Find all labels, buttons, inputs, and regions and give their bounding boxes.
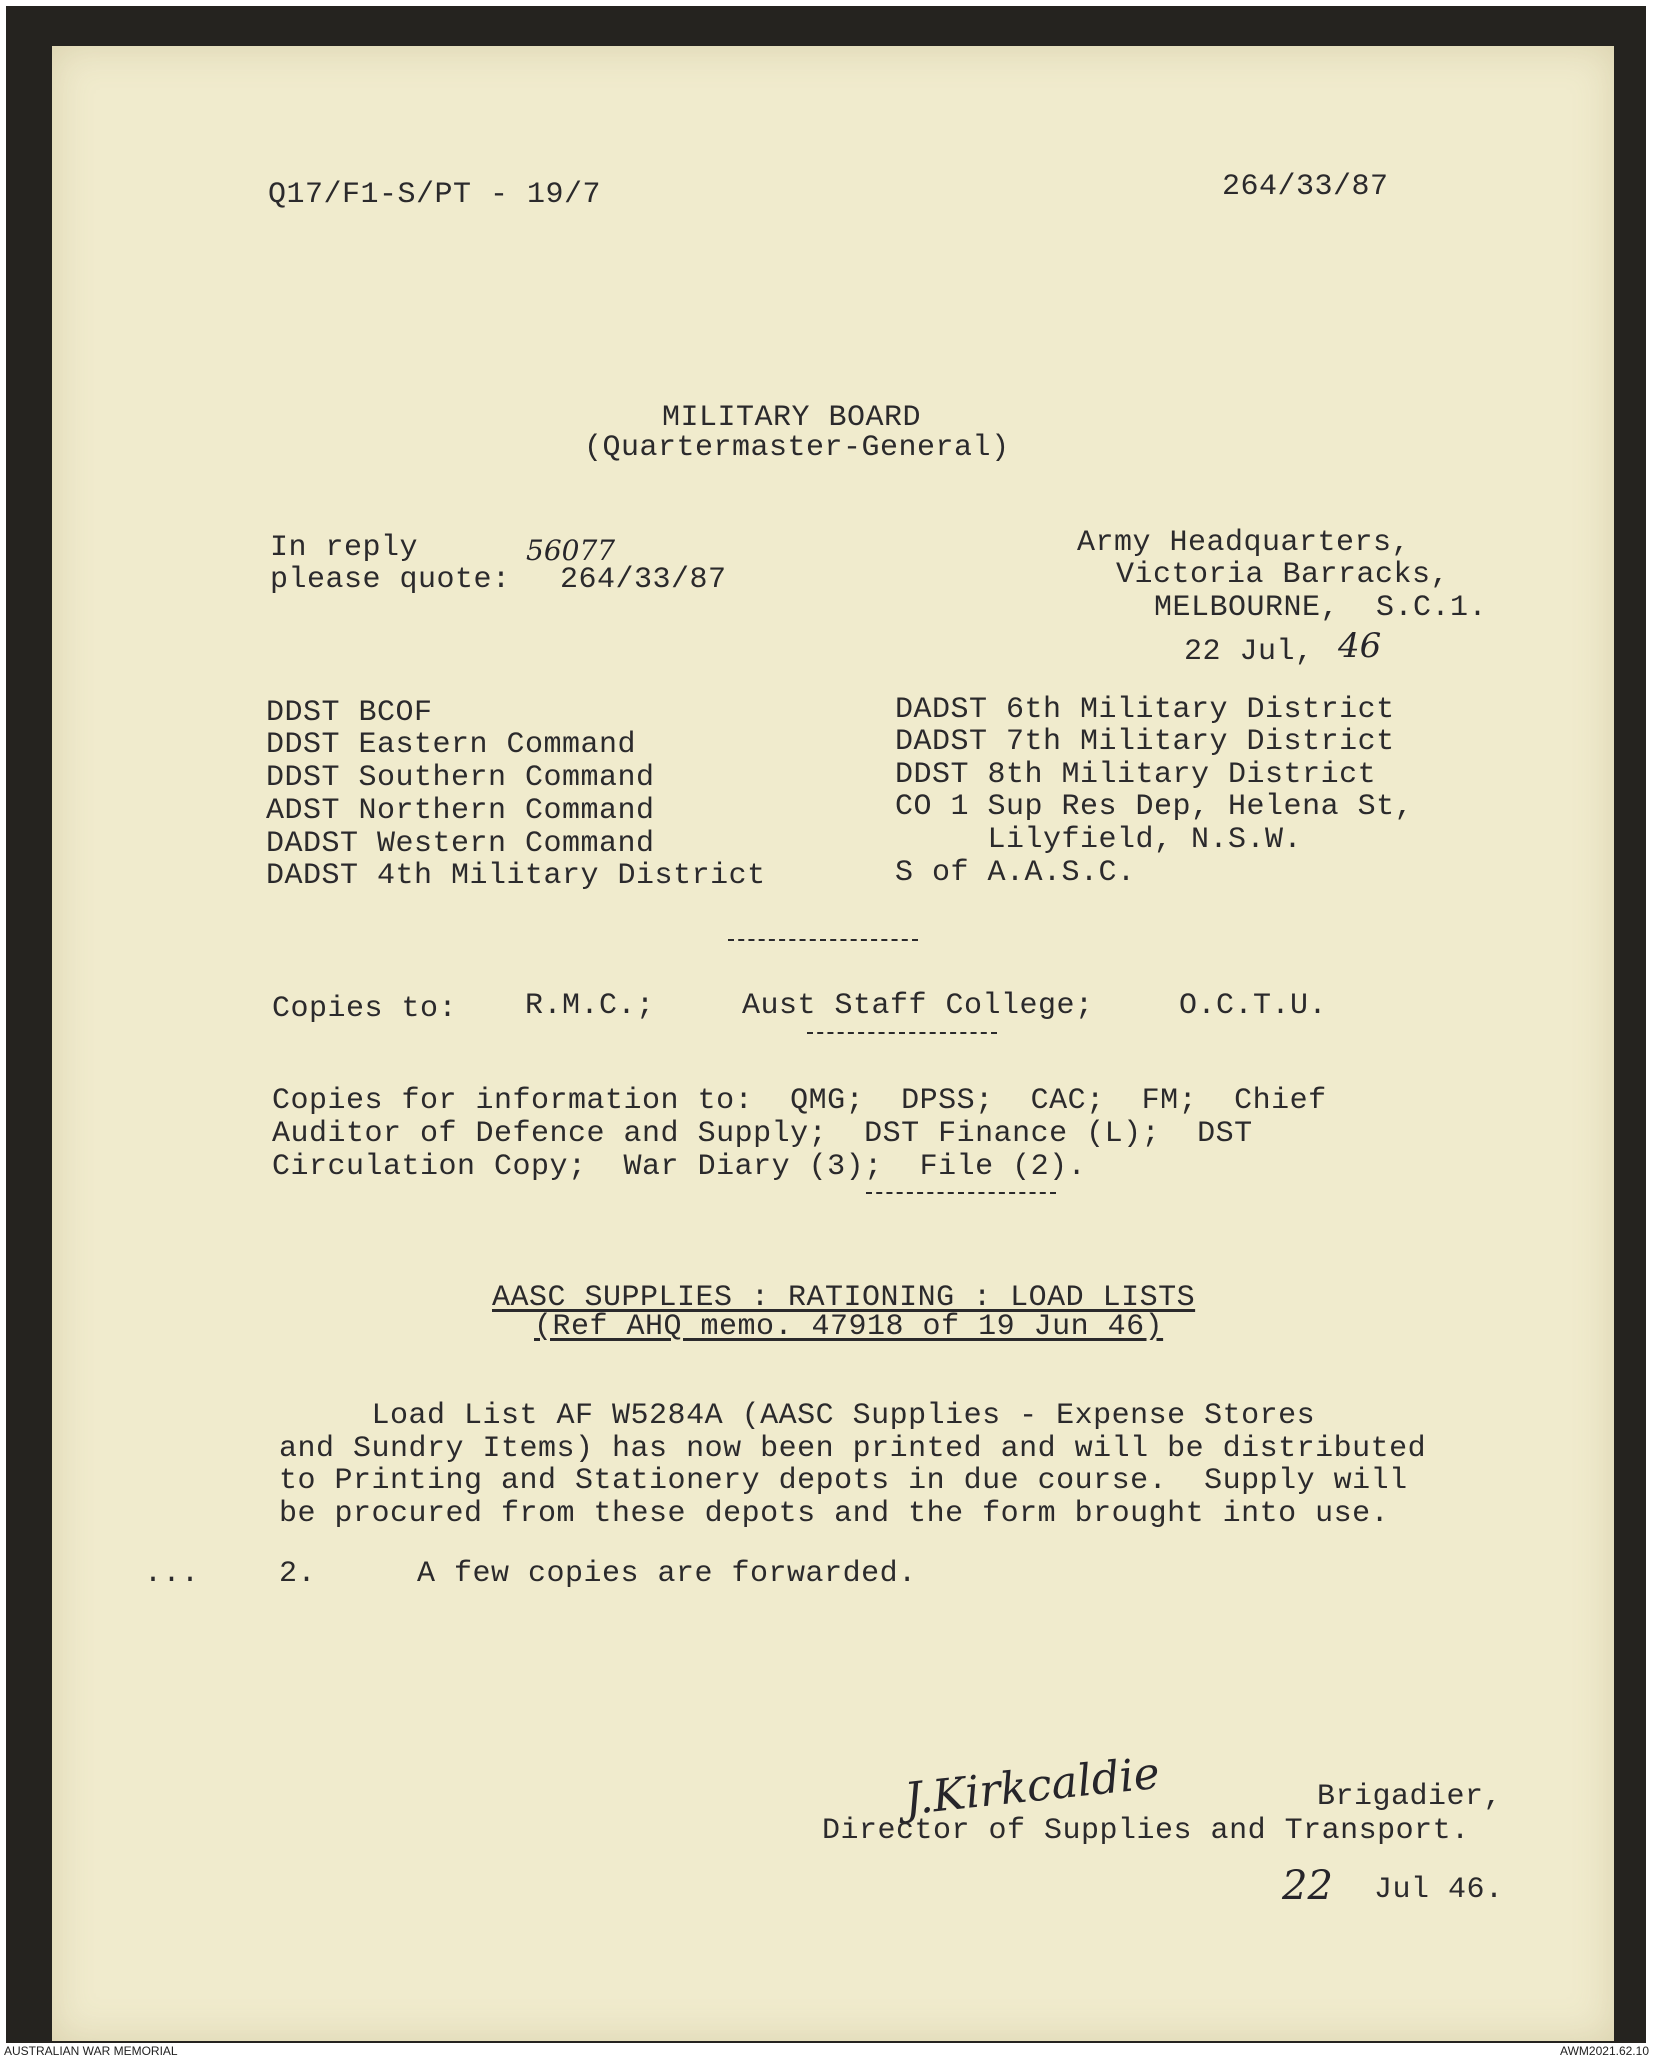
recipient-right-6: S of A.A.S.C. bbox=[895, 856, 1136, 890]
subject-heading: AASC SUPPLIES : RATIONING : LOAD LISTS bbox=[492, 1281, 1196, 1315]
recipient-left-5: DADST Western Command bbox=[266, 827, 655, 861]
signature-title: Director of Supplies and Transport. bbox=[822, 1814, 1470, 1848]
document-title: MILITARY BOARD bbox=[662, 401, 922, 435]
body-para-1-line-2: and Sundry Items) has now been printed and will be distributed bbox=[279, 1432, 1427, 1466]
copies-info-line-1: Copies for information to: QMG; DPSS; CAC; FM; Chief bbox=[272, 1084, 1327, 1118]
recipient-left-3: DDST Southern Command bbox=[266, 761, 655, 795]
copies-to-item: Aust Staff College; bbox=[742, 989, 1094, 1023]
body-para-1-line-3: to Printing and Stationery depots in due course. Supply will bbox=[279, 1464, 1408, 1498]
handwritten-date-year: 46 bbox=[1338, 626, 1382, 666]
signature-rank: Brigadier, bbox=[1317, 1780, 1503, 1814]
recipient-right-3: DDST 8th Military District bbox=[895, 758, 1377, 792]
body-para-1-line-1: Load List AF W5284A (AASC Supplies - Expense Stores bbox=[279, 1399, 1316, 1433]
file-reference-right: 264/33/87 bbox=[1222, 170, 1389, 204]
address-date: 22 Jul, bbox=[1184, 635, 1314, 669]
file-reference-left: Q17/F1-S/PT - 19/7 bbox=[268, 178, 602, 212]
handwritten-signature: J.Kirkcaldie bbox=[902, 1747, 1163, 1826]
address-line-1: Army Headquarters, bbox=[1077, 526, 1411, 560]
recipient-left-2: DDST Eastern Command bbox=[266, 728, 637, 762]
signature-date: Jul 46. bbox=[1374, 1873, 1504, 1907]
document-subtitle: (Quartermaster-General) bbox=[584, 431, 1010, 465]
backing-board bbox=[6, 6, 1646, 2043]
section-divider bbox=[866, 1192, 1056, 1194]
para-2-text: A few copies are forwarded. bbox=[417, 1557, 917, 1591]
quote-number: 264/33/87 bbox=[560, 563, 727, 597]
margin-mark: ... bbox=[144, 1557, 200, 1591]
handwritten-reference-number: 56077 bbox=[526, 534, 616, 567]
recipient-left-4: ADST Northern Command bbox=[266, 794, 655, 828]
footer-accession-number: AWM2021.62.10 bbox=[1560, 2044, 1649, 2058]
body-para-1-line-4: be procured from these depots and the form brought into use. bbox=[279, 1497, 1390, 1531]
recipient-right-5: Lilyfield, N.S.W. bbox=[895, 823, 1303, 857]
recipient-left-6: DADST 4th Military District bbox=[266, 859, 766, 893]
copies-info-line-3: Circulation Copy; War Diary (3); File (2). bbox=[272, 1150, 1087, 1184]
address-line-2: Victoria Barracks, bbox=[1116, 558, 1450, 592]
copies-info-line-2: Auditor of Defence and Supply; DST Finance (L); DST bbox=[272, 1117, 1253, 1151]
copies-to-label: Copies to: bbox=[272, 992, 458, 1026]
recipient-left-1: DDST BCOF bbox=[266, 696, 433, 730]
copies-to-item: O.C.T.U. bbox=[1179, 989, 1328, 1023]
document-page bbox=[52, 46, 1614, 2041]
recipient-right-1: DADST 6th Military District bbox=[895, 693, 1395, 727]
para-2-number: 2. bbox=[279, 1557, 317, 1591]
handwritten-date-day: 22 bbox=[1282, 1863, 1333, 1909]
quote-label: please quote: bbox=[270, 563, 511, 597]
subject-reference: (Ref AHQ memo. 47918 of 19 Jun 46) bbox=[534, 1310, 1164, 1344]
section-divider bbox=[728, 939, 918, 941]
recipient-right-2: DADST 7th Military District bbox=[895, 725, 1395, 759]
address-line-3: MELBOURNE, S.C.1. bbox=[1154, 591, 1488, 625]
recipient-right-4: CO 1 Sup Res Dep, Helena St, bbox=[895, 790, 1414, 824]
section-divider bbox=[807, 1032, 997, 1034]
footer-source: AUSTRALIAN WAR MEMORIAL bbox=[4, 2044, 178, 2058]
copies-to-item: R.M.C.; bbox=[525, 989, 655, 1023]
reply-label: In reply bbox=[270, 531, 419, 565]
